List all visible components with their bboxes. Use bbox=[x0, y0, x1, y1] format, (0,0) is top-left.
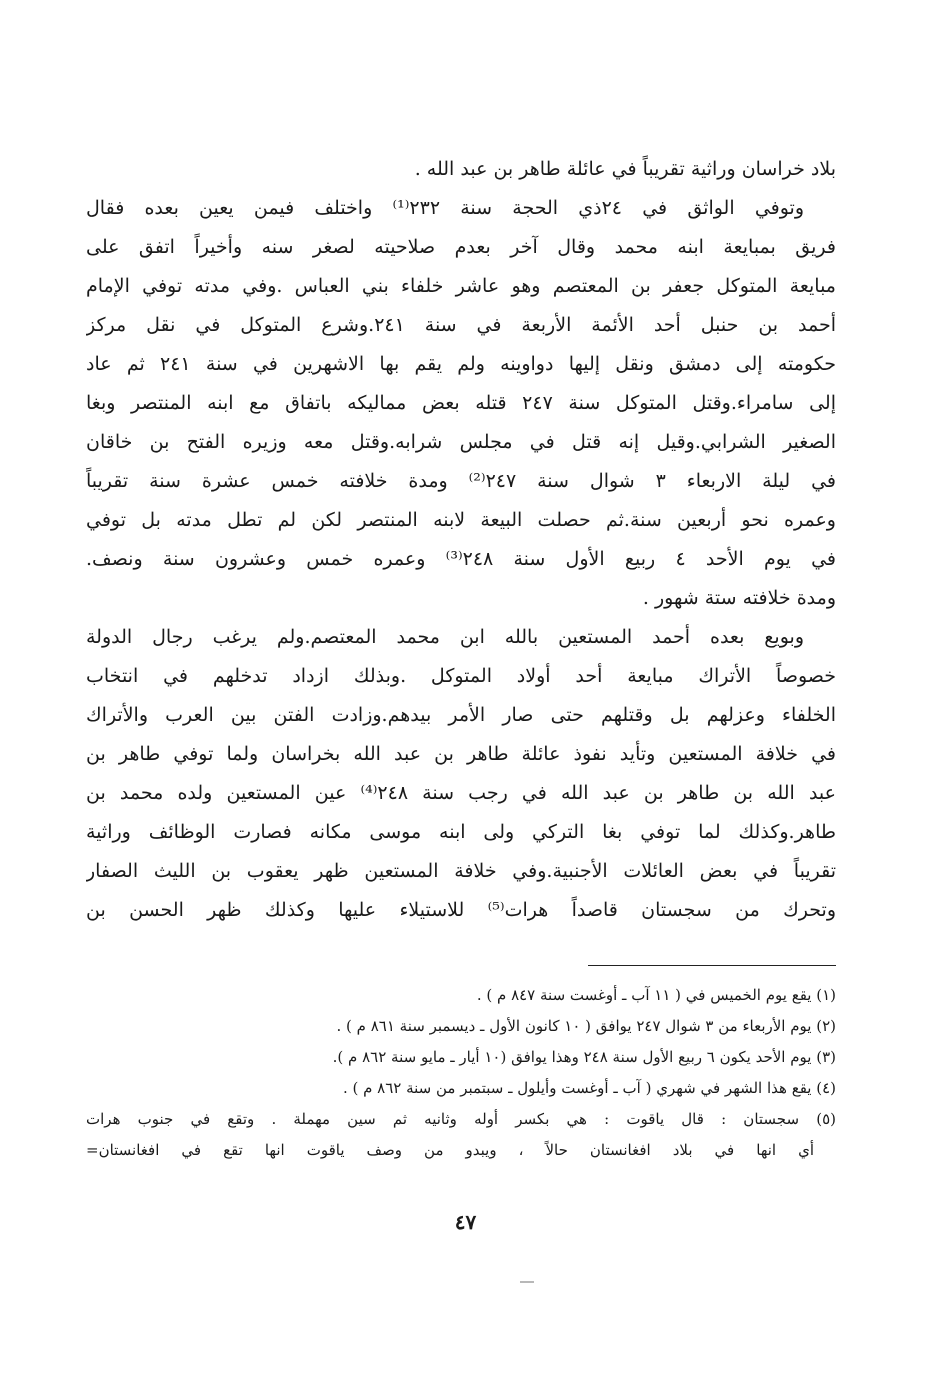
footnote-3: (٣) يوم الأحد يكون ٦ ربيع الأول سنة ٢٤٨ وهذا يوافق (١٠ أيار ـ مايو سنة ٨٦٢ م ). bbox=[332, 1048, 836, 1066]
footnote-5: (٥) سجستان : قال ياقوت : هي بكسر أوله وثانيه ثم سين مهملة . وتقع في جنوب هرات bbox=[86, 1110, 836, 1128]
footnote-2: (٢) يوم الأربعاء من ٣ شوال ٢٤٧ يوافق ( ١٠ كانون الأول ـ ديسمبر سنة ٨٦١ م ) . bbox=[336, 1017, 836, 1035]
text-line: في خلافة المستعين وتأيد نفوذ عائلة طاهر بن عبد الله بخراسان ولما توفي طاهر بن bbox=[86, 743, 836, 765]
footnote-4: (٤) يقع هذا الشهر في شهري ( آب ـ أوغست وأيلول ـ سبتمبر من سنة ٨٦٢ م ) . bbox=[342, 1079, 836, 1097]
text-line: خصوصاً الأتراك مبايعة أحد أولاد المتوكل .وبذلك ازداد تدخلهم في انتخاب bbox=[86, 665, 836, 687]
text-line: الصغير الشرابي.وقيل إنه قتل في مجلس شرابه.وقتل معه وزيره الفتح بن خاقان bbox=[86, 431, 836, 453]
text-line: طاهر.وكذلك لما توفي بغا التركي ولى ابنه موسى مكانه فصارت الوظائف وراثية bbox=[86, 821, 836, 843]
main-text bbox=[86, 150, 836, 930]
text-line: ومدة خلافته ستة شهور . bbox=[642, 587, 836, 609]
footnote-separator bbox=[588, 965, 836, 966]
text-line: وبويع بعده أحمد المستعين بالله ابن محمد المعتصم.ولم يرغب رجال الدولة bbox=[86, 626, 804, 648]
text-line: إلى سامراء.وقتل المتوكل سنة ٢٤٧ قتله بعض مماليكه باتفاق مع ابنه المنتصر وبغا bbox=[86, 392, 836, 414]
text-line: في يوم الأحد ٤ ربيع الأول سنة ٢٤٨⁽³⁾ وعمره خمس وعشرون سنة ونصف. bbox=[86, 548, 836, 570]
text-line: حكومته إلى دمشق ونقل إليها دواوينه ولم يقم بها الاشهرين في سنة ٢٤١ ثم عاد bbox=[86, 353, 836, 375]
text-line: وتحرك من سجستان قاصداً هرات⁽⁵⁾ للاستيلاء عليها وكذلك ظهر الحسن بن bbox=[86, 899, 836, 921]
text-line: فريق بمبايعة ابنه محمد وقال آخر بعدم صلاحيته لصغر سنه وأخيراً اتفق على bbox=[86, 236, 836, 258]
page-number: ٤٧ bbox=[454, 1210, 477, 1234]
text-line: تقريباً في بعض العائلات الأجنبية.وفي خلافة المستعين ظهر يعقوب بن الليث الصفار bbox=[86, 860, 836, 882]
text-line: بلاد خراسان وراثية تقريباً في عائلة طاهر بن عبد الله . bbox=[414, 158, 836, 180]
text-line: الخلفاء وعزلهم بل وقتلهم حتى صار الأمر بيدهم.وزادت الفتن بين العرب والأتراك bbox=[86, 704, 836, 726]
scan-mark bbox=[520, 1281, 534, 1283]
footnotes bbox=[86, 980, 836, 1166]
text-line: عبد الله بن طاهر بن عبد الله في رجب سنة ٢٤٨⁽⁴⁾ عين المستعين ولده محمد بن bbox=[86, 782, 836, 804]
text-line: أحمد بن حنبل أحد الأئمة الأربعة في سنة ٢٤١.وشرع المتوكل في نقل مركز bbox=[86, 314, 836, 336]
footnote-5-continuation: أي انها في بلاد افغانستان حالاً ، ويبدو من وصف ياقوت انها تقع في افغانستان= bbox=[86, 1141, 814, 1159]
footnote-1: (١) يقع يوم الخميس في ( ١١ آب ـ أوغست سنة ٨٤٧ م ) . bbox=[476, 986, 836, 1004]
text-line: وعمره نحو أربعين سنة.ثم حصلت البيعة لابنه المنتصر لكن لم تطل مدته بل توفي bbox=[86, 509, 836, 531]
text-line: في ليلة الاربعاء ٣ شوال سنة ٢٤٧⁽²⁾ ومدة خلافته خمس عشرة سنة تقريباً bbox=[86, 470, 836, 492]
text-line: مبايعة المتوكل جعفر بن المعتصم وهو عاشر خلفاء بني العباس .وفي مدته توفي الإمام bbox=[86, 275, 836, 297]
text-line: وتوفي الواثق في ٢٤ذي الحجة سنة ٢٣٢⁽¹⁾ واختلف فيمن يعين بعده فقال bbox=[86, 197, 805, 219]
